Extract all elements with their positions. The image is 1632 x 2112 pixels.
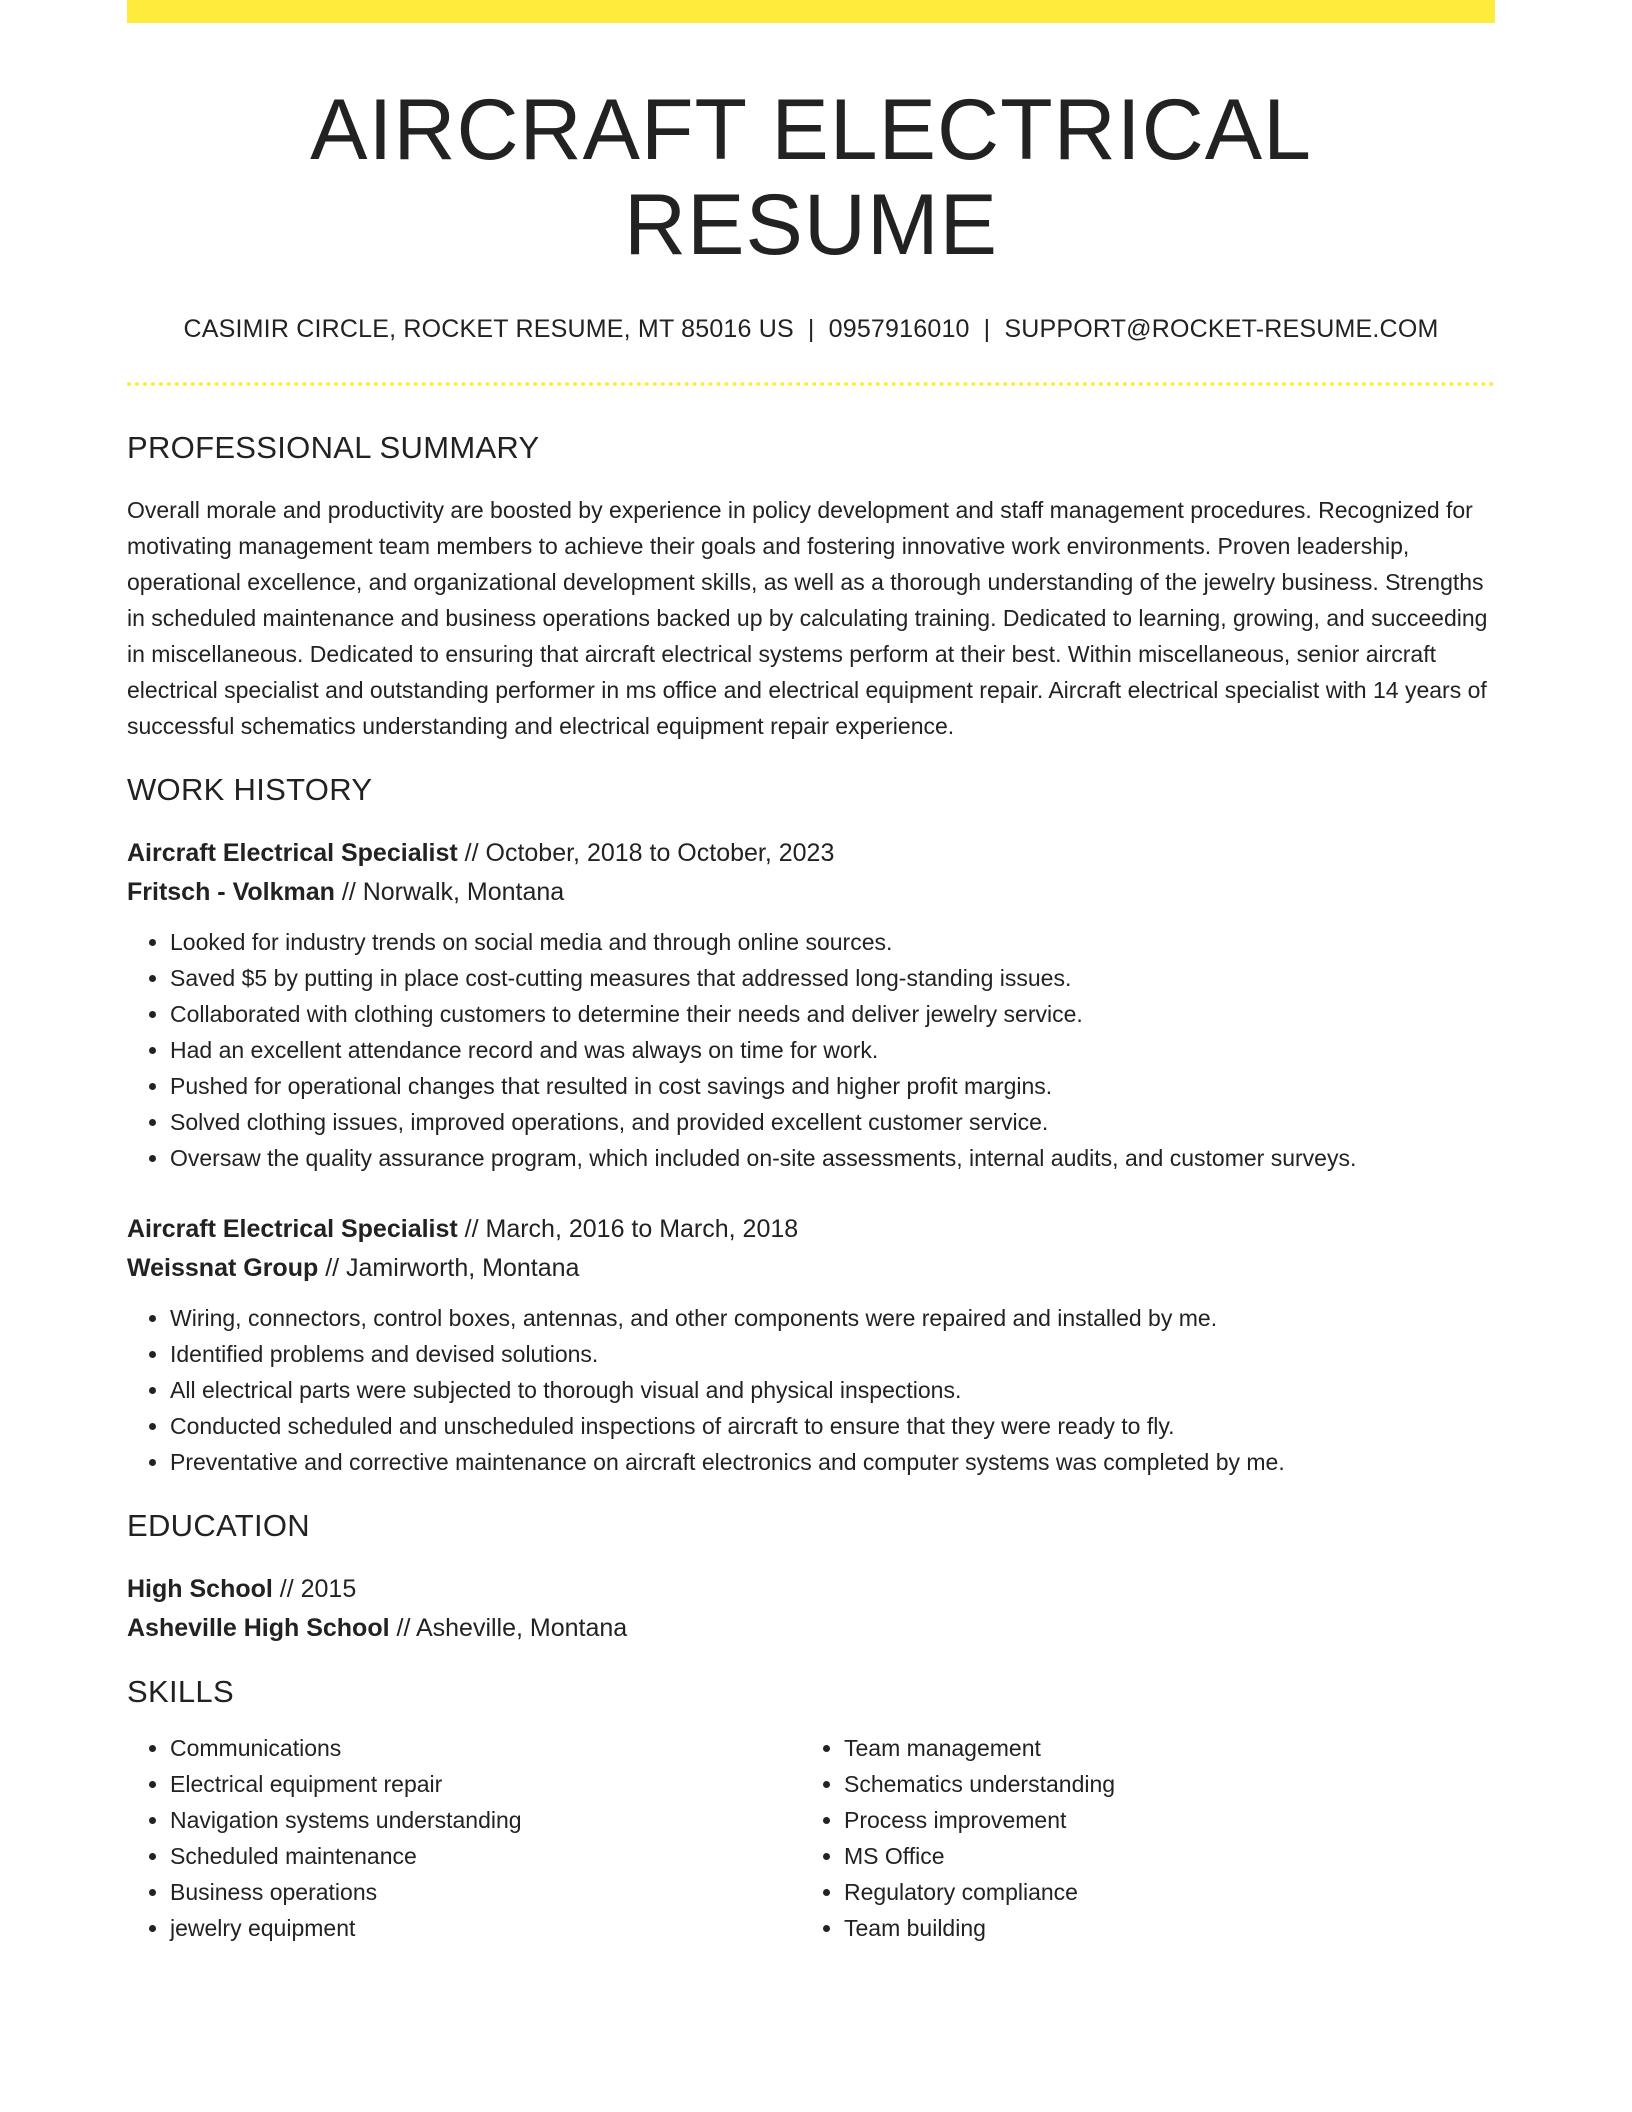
contact-separator: |: [807, 315, 815, 344]
list-item: • MS Office: [844, 1838, 1475, 1874]
dotted-divider: [127, 382, 1495, 386]
list-item: • Schematics understanding: [844, 1766, 1475, 1802]
list-item: • Saved $5 by putting in place cost-cutting measures that addressed long-standing issues.: [170, 960, 1495, 996]
job-company-line: [127, 873, 1495, 912]
list-item: • Oversaw the quality assurance program, which included on-site assessments, internal audits, and customer surveys.: [170, 1140, 1495, 1176]
contact-line: [127, 314, 1495, 344]
summary-text: Overall morale and productivity are boosted by experience in policy development and staff management procedures. Recognized for motivating management team members to achieve their goals and fostering innovative work environments. Proven leadership, operational excellence, and organizational development skills, as well as a thorough understanding of the jewelry business. Strengths in scheduled maintenance and business operations backed up by calculating training. Dedicated to learning, growing, and succeeding in miscellaneous. Dedicated to ensuring that aircraft electrical systems perform at their best. Within miscellaneous, senior aircraft electrical specialist and outstanding performer in ms office and electrical equipment repair. Aircraft electrical specialist with 14 years of successful schematics understanding and electrical equipment repair experience.: [127, 497, 1488, 740]
job-company-line: [127, 1249, 1495, 1288]
list-item: • Pushed for operational changes that resulted in cost savings and higher profit margins.: [170, 1068, 1495, 1104]
skills-list-right: [801, 1730, 1475, 1946]
job-role: Aircraft Electrical Specialist: [127, 1215, 458, 1244]
list-item: • Wiring, connectors, control boxes, antennas, and other components were repaired and installed by me.: [170, 1300, 1495, 1336]
education-location: // Asheville, Montana: [389, 1614, 628, 1643]
job-bullets: [127, 924, 1495, 1176]
list-item: • Looked for industry trends on social media and through online sources.: [170, 924, 1495, 960]
list-item: • jewelry equipment: [170, 1910, 801, 1946]
skills-grid: [127, 1730, 1495, 1946]
section-title-work-history: WORK HISTORY: [127, 772, 373, 808]
list-item: • Had an excellent attendance record and was always on time for work.: [170, 1032, 1495, 1068]
job-company: Fritsch - Volkman: [127, 878, 335, 907]
list-item: • Identified problems and devised solutions.: [170, 1336, 1495, 1372]
list-item: • Team management: [844, 1730, 1475, 1766]
education-school: Asheville High School: [127, 1614, 390, 1643]
job-company: Weissnat Group: [127, 1254, 319, 1283]
list-item: • Scheduled maintenance: [170, 1838, 801, 1874]
contact-address: CASIMIR CIRCLE, ROCKET RESUME, MT 85016 US: [183, 315, 794, 344]
job-entry: [127, 834, 1495, 1176]
list-item: • Business operations: [170, 1874, 801, 1910]
section-title-education: EDUCATION: [127, 1508, 310, 1544]
list-item: • Collaborated with clothing customers to determine their needs and deliver jewelry service.: [170, 996, 1495, 1032]
accent-top-bar: [127, 0, 1495, 23]
contact-phone: 0957916010: [828, 315, 970, 344]
skills-list-left: [127, 1730, 801, 1946]
list-item: • Electrical equipment repair: [170, 1766, 801, 1802]
list-item: • Regulatory compliance: [844, 1874, 1475, 1910]
list-item: • Conducted scheduled and unscheduled inspections of aircraft to ensure that they were ready to fly.: [170, 1408, 1495, 1444]
list-item: • All electrical parts were subjected to thorough visual and physical inspections.: [170, 1372, 1495, 1408]
section-title-summary: PROFESSIONAL SUMMARY: [127, 430, 540, 466]
job-dates: // October, 2018 to October, 2023: [457, 839, 835, 868]
resume-title: AIRCRAFT ELECTRICAL RESUME: [310, 82, 1312, 273]
list-item: • Communications: [170, 1730, 801, 1766]
education-degree-line: [127, 1570, 1495, 1609]
job-role-line: [127, 834, 1495, 873]
list-item: • Preventative and corrective maintenance on aircraft electronics and computer systems was completed by me.: [170, 1444, 1495, 1480]
resume-page: [127, 0, 1495, 1946]
list-item: • Team building: [844, 1910, 1475, 1946]
education-degree: High School: [127, 1575, 273, 1604]
job-dates: // March, 2016 to March, 2018: [457, 1215, 799, 1244]
job-bullets: [127, 1300, 1495, 1480]
job-role-line: [127, 1210, 1495, 1249]
job-location: // Jamirworth, Montana: [318, 1254, 580, 1283]
education-school-line: [127, 1609, 1495, 1648]
list-item: • Navigation systems understanding: [170, 1802, 801, 1838]
job-entry: [127, 1210, 1495, 1480]
list-item: • Solved clothing issues, improved operations, and provided excellent customer service.: [170, 1104, 1495, 1140]
job-location: // Norwalk, Montana: [334, 878, 565, 907]
contact-email: SUPPORT@ROCKET-RESUME.COM: [1004, 315, 1439, 344]
list-item: • Process improvement: [844, 1802, 1475, 1838]
contact-separator: |: [983, 315, 991, 344]
education-year: // 2015: [272, 1575, 357, 1604]
job-role: Aircraft Electrical Specialist: [127, 839, 458, 868]
education-entry: [127, 1570, 1495, 1648]
section-title-skills: SKILLS: [127, 1674, 234, 1710]
